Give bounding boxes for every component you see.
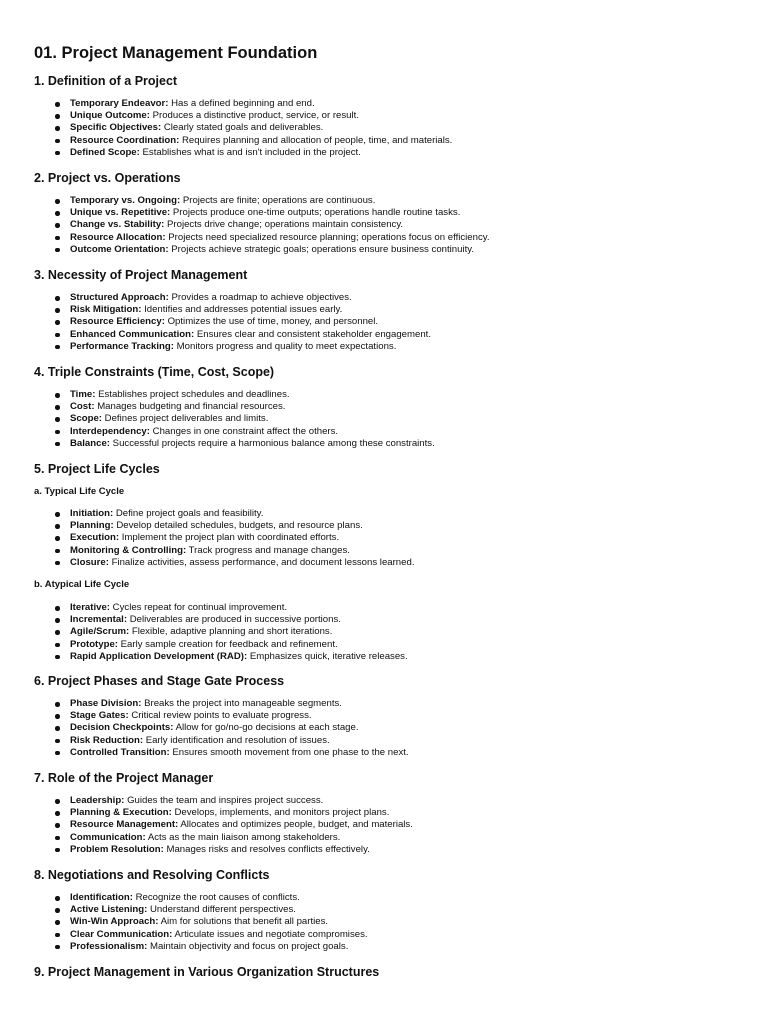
- section-list-project-vs-operations: [34, 195, 490, 256]
- section-heading-negotiations: 8. Negotiations and Resolving Conflicts: [34, 868, 270, 882]
- section-list-triple-constraints: [34, 389, 435, 450]
- list-item: Resource Coordination: Requires planning and allocation of people, time, and materials.: [34, 135, 452, 147]
- list-item: Communication: Acts as the main liaison among stakeholders.: [34, 832, 413, 844]
- list-item: Prototype: Early sample creation for feedback and refinement.: [34, 639, 408, 651]
- list-item: Problem Resolution: Manages risks and resolves conflicts effectively.: [34, 844, 413, 856]
- list-item: Controlled Transition: Ensures smooth movement from one phase to the next.: [34, 747, 409, 759]
- page-title: 01. Project Management Foundation: [34, 44, 318, 62]
- subsection-heading-atypical: b. Atypical Life Cycle: [34, 579, 130, 590]
- section-heading-project-vs-operations: 2. Project vs. Operations: [34, 171, 181, 185]
- section-heading-phases-stage-gate: 6. Project Phases and Stage Gate Process: [34, 674, 285, 688]
- section-heading-necessity: 3. Necessity of Project Management: [34, 268, 248, 282]
- section-heading-project-manager-role: 7. Role of the Project Manager: [34, 771, 214, 785]
- list-item: Stage Gates: Critical review points to evaluate progress.: [34, 710, 409, 722]
- list-item: Iterative: Cycles repeat for continual improvement.: [34, 602, 408, 614]
- list-item: Structured Approach: Provides a roadmap to achieve objectives.: [34, 292, 431, 304]
- section-heading-triple-constraints: 4. Triple Constraints (Time, Cost, Scope): [34, 365, 275, 379]
- list-item: Resource Allocation: Projects need specialized resource planning; operations focus on efficiency.: [34, 232, 490, 244]
- list-item: Clear Communication: Articulate issues and negotiate compromises.: [34, 929, 368, 941]
- list-item: Time: Establishes project schedules and deadlines.: [34, 389, 435, 401]
- list-item: Interdependency: Changes in one constraint affect the others.: [34, 426, 435, 438]
- list-item: Cost: Manages budgeting and financial resources.: [34, 401, 435, 413]
- list-item: Decision Checkpoints: Allow for go/no-go decisions at each stage.: [34, 722, 409, 734]
- list-item: Unique Outcome: Produces a distinctive product, service, or result.: [34, 110, 452, 122]
- list-item: Professionalism: Maintain objectivity and focus on project goals.: [34, 941, 368, 953]
- list-item: Active Listening: Understand different perspectives.: [34, 904, 368, 916]
- list-item: Execution: Implement the project plan with coordinated efforts.: [34, 532, 414, 544]
- list-item: Unique vs. Repetitive: Projects produce one-time outputs; operations handle routine tasks.: [34, 207, 490, 219]
- list-item: Resource Efficiency: Optimizes the use of time, money, and personnel.: [34, 316, 431, 328]
- list-item: Leadership: Guides the team and inspires project success.: [34, 795, 413, 807]
- section-heading-organization-structures: 9. Project Management in Various Organization Structures: [34, 965, 380, 979]
- list-item: Phase Division: Breaks the project into manageable segments.: [34, 698, 409, 710]
- list-item: Risk Mitigation: Identifies and addresses potential issues early.: [34, 304, 431, 316]
- list-item: Specific Objectives: Clearly stated goals and deliverables.: [34, 122, 452, 134]
- list-item: Identification: Recognize the root causes of conflicts.: [34, 892, 368, 904]
- list-item: Temporary Endeavor: Has a defined beginning and end.: [34, 98, 452, 110]
- list-item: Monitoring & Controlling: Track progress and manage changes.: [34, 545, 414, 557]
- list-item: Enhanced Communication: Ensures clear and consistent stakeholder engagement.: [34, 329, 431, 341]
- list-item: Temporary vs. Ongoing: Projects are finite; operations are continuous.: [34, 195, 490, 207]
- list-item: Planning & Execution: Develops, implements, and monitors project plans.: [34, 807, 413, 819]
- section-list-typical-life-cycle: [34, 508, 414, 569]
- list-item: Outcome Orientation: Projects achieve strategic goals; operations ensure business continuity.: [34, 244, 490, 256]
- list-item: Defined Scope: Establishes what is and isn't included in the project.: [34, 147, 452, 159]
- list-item: Performance Tracking: Monitors progress and quality to meet expectations.: [34, 341, 431, 353]
- list-item: Incremental: Deliverables are produced in successive portions.: [34, 614, 408, 626]
- list-item: Risk Reduction: Early identification and resolution of issues.: [34, 735, 409, 747]
- list-item: Rapid Application Development (RAD): Emphasizes quick, iterative releases.: [34, 651, 408, 663]
- list-item: Closure: Finalize activities, assess performance, and document lessons learned.: [34, 557, 414, 569]
- list-item: Win-Win Approach: Aim for solutions that benefit all parties.: [34, 916, 368, 928]
- subsection-heading-typical: a. Typical Life Cycle: [34, 486, 125, 497]
- section-heading-life-cycles: 5. Project Life Cycles: [34, 462, 160, 476]
- section-list-project-manager-role: [34, 795, 413, 856]
- list-item: Planning: Develop detailed schedules, budgets, and resource plans.: [34, 520, 414, 532]
- section-heading-definition: 1. Definition of a Project: [34, 74, 178, 88]
- section-list-negotiations: [34, 892, 368, 953]
- list-item: Initiation: Define project goals and feasibility.: [34, 508, 414, 520]
- section-list-necessity: [34, 292, 431, 353]
- list-item: Scope: Defines project deliverables and limits.: [34, 413, 435, 425]
- section-list-atypical-life-cycle: [34, 602, 408, 663]
- section-list-phases-stage-gate: [34, 698, 409, 759]
- list-item: Change vs. Stability: Projects drive change; operations maintain consistency.: [34, 219, 490, 231]
- list-item: Balance: Successful projects require a harmonious balance among these constraints.: [34, 438, 435, 450]
- list-item: Agile/Scrum: Flexible, adaptive planning and short iterations.: [34, 626, 408, 638]
- list-item: Resource Management: Allocates and optimizes people, budget, and materials.: [34, 819, 413, 831]
- section-list-definition: [34, 98, 452, 159]
